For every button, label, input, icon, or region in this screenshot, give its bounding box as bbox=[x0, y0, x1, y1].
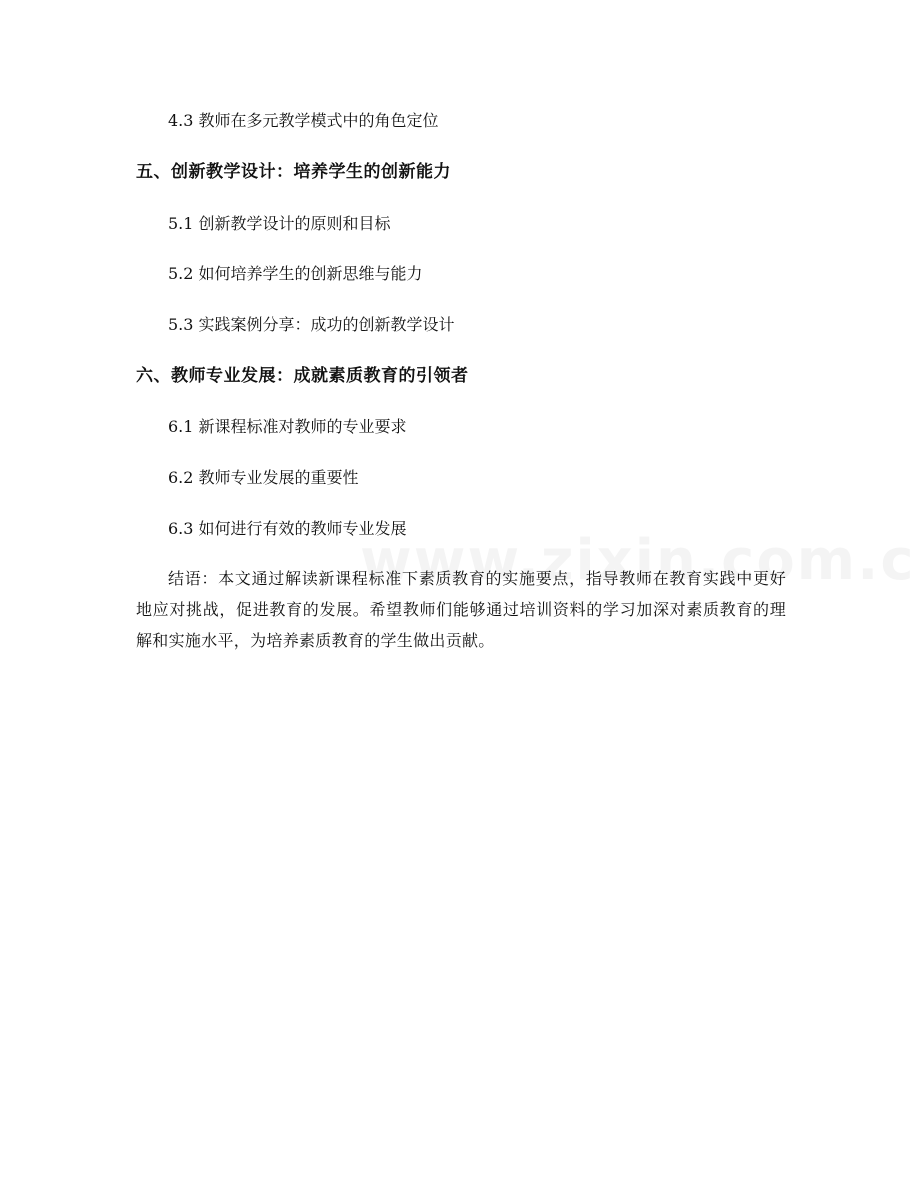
subsection-6-2: 6.2 教师专业发展的重要性 bbox=[168, 468, 359, 487]
subsection-5-3: 5.3 实践案例分享：成功的创新教学设计 bbox=[168, 315, 455, 334]
subsection-5-2: 5.2 如何培养学生的创新思维与能力 bbox=[168, 264, 423, 283]
conclusion-paragraph: 结语：本文通过解读新课程标准下素质教育的实施要点，指导教师在教育实践中更好地应对挑战，促进教育的发展。希望教师们能够通过培训资料的学习加深对素质教育的理解和实施水平，为培养素质教育的学生做出贡献。 bbox=[136, 569, 786, 650]
section-6-heading: 六、教师专业发展：成就素质教育的引领者 bbox=[136, 366, 469, 386]
subsection-6-3: 6.3 如何进行有效的教师专业发展 bbox=[168, 519, 407, 538]
subsection-6-1: 6.1 新课程标准对教师的专业要求 bbox=[168, 417, 407, 436]
subsection-5-1: 5.1 创新教学设计的原则和目标 bbox=[168, 214, 391, 233]
subsection-4-3: 4.3 教师在多元教学模式中的角色定位 bbox=[168, 111, 439, 130]
section-5-heading: 五、创新教学设计：培养学生的创新能力 bbox=[136, 162, 451, 182]
